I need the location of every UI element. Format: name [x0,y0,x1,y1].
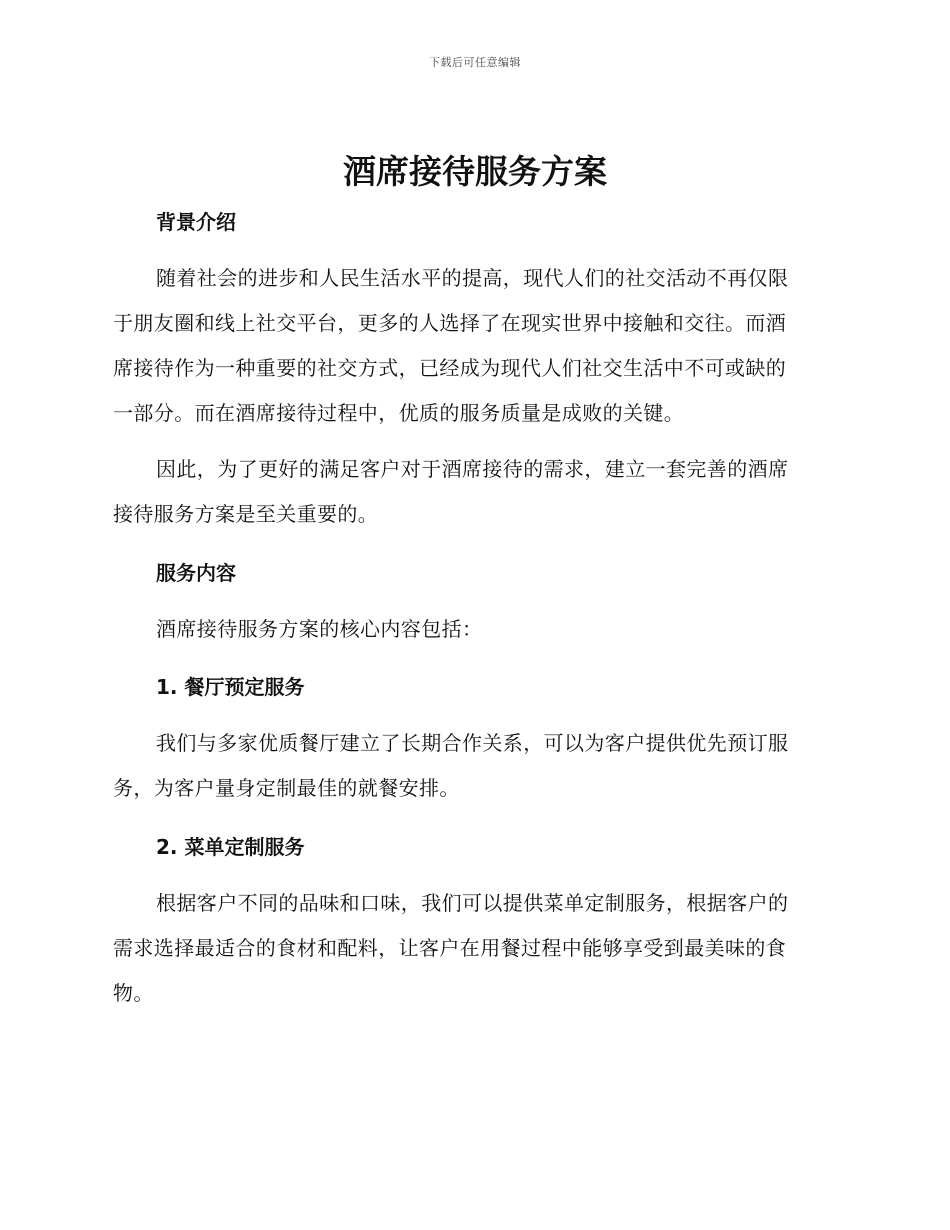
paragraph [113,447,837,537]
section-heading: 服务内容 [156,561,236,585]
text-line: 酒席接待服务方案的核心内容包括： [156,617,483,641]
header-note: 下载后可任意编辑 [429,56,521,69]
section-background [113,200,837,537]
section-menu-customization [113,825,837,1016]
text-line: 物。 [113,981,154,1005]
text-line: 我们与多家优质餐厅建立了长期合作关系，可以为客户提供优先预订服 [156,731,789,755]
paragraph [113,721,837,811]
paragraph [113,881,837,1016]
section-heading: 1. 餐厅预定服务 [156,675,305,699]
text-line: 接待服务方案是至关重要的。 [113,502,379,526]
document-title: 酒席接待服务方案 [343,152,607,191]
text-line: 根据客户不同的品味和口味，我们可以提供菜单定制服务，根据客户的 [156,891,789,915]
text-line: 随着社会的进步和人民生活水平的提高，现代人们的社交活动不再仅限 [156,266,789,290]
paragraph [113,607,837,652]
text-line: 于朋友圈和线上社交平台，更多的人选择了在现实世界中接触和交往。而酒 [113,311,787,335]
section-heading: 背景介绍 [156,210,236,234]
text-line: 因此，为了更好的满足客户对于酒席接待的需求，建立一套完善的酒席 [156,457,789,481]
paragraph [113,256,837,436]
text-line: 一部分。而在酒席接待过程中，优质的服务质量是成败的关键。 [113,401,685,425]
section-service-content [113,551,837,652]
section-restaurant-booking [113,665,837,811]
section-heading: 2. 菜单定制服务 [156,835,305,859]
text-line: 务，为客户量身定制最佳的就餐安排。 [113,776,460,800]
text-line: 席接待作为一种重要的社交方式，已经成为现代人们社交生活中不可或缺的 [113,356,787,380]
text-line: 需求选择最适合的食材和配料，让客户在用餐过程中能够享受到最美味的食 [113,936,787,960]
